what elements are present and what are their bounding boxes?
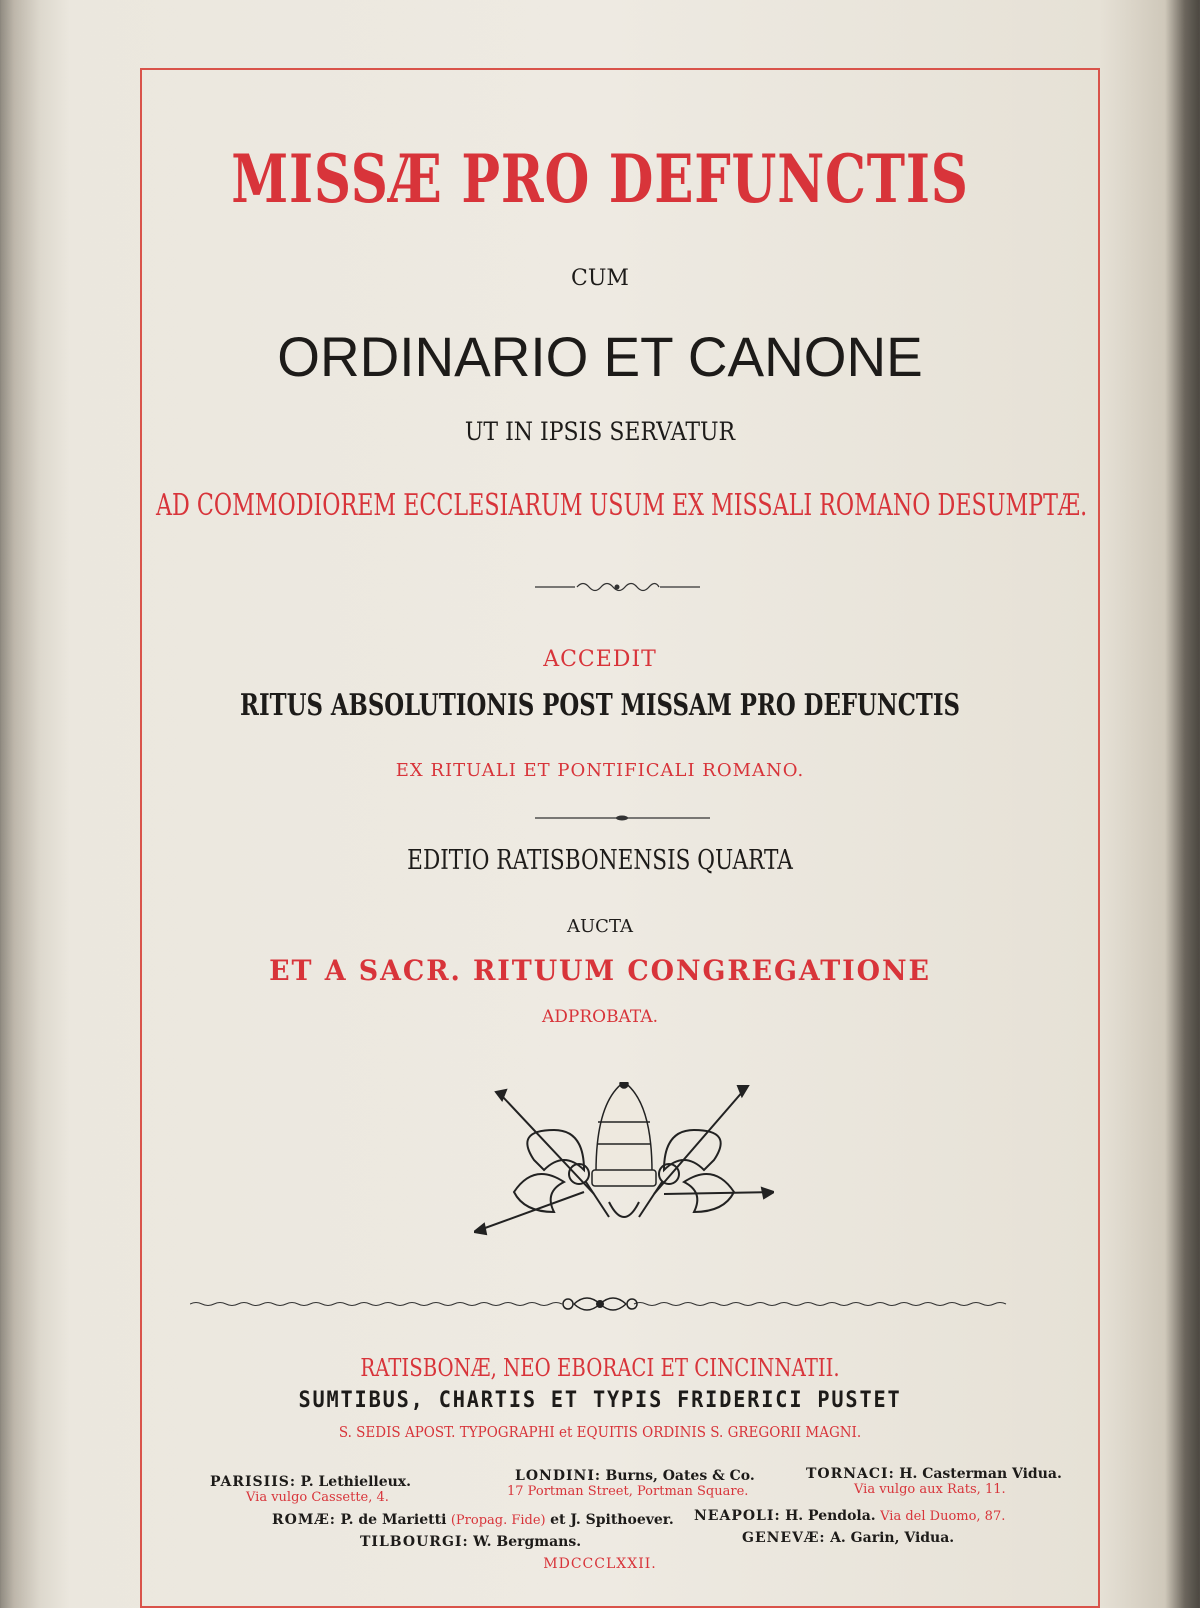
aucta-label: AUCTA [567, 916, 633, 937]
publisher-note: Via del Duomo, 87. [880, 1509, 1006, 1524]
flourish-ornament [535, 580, 700, 594]
publisher-tilbourgi [360, 1534, 581, 1550]
publisher-city: LONDINI: [515, 1468, 602, 1484]
accedit-label: ACCEDIT [543, 647, 657, 672]
publisher-address: Via vulgo aux Rats, 11. [854, 1482, 1006, 1497]
publisher-address: 17 Portman Street, Portman Square. [507, 1484, 749, 1499]
ut-in-ipsis-line: UT IN IPSIS SERVATUR [464, 417, 736, 446]
editio-line: EDITIO RATISBONENSIS QUARTA [407, 845, 793, 876]
publisher-city: TILBOURGI: [360, 1534, 469, 1550]
ordinario-heading: ORDINARIO ET CANONE [277, 325, 923, 388]
publisher-city: TORNACI: [806, 1466, 895, 1482]
ritus-heading: RITUS ABSOLUTIONIS POST MISSAM PRO DEFUNCTIS [239, 688, 960, 723]
publisher-name: A. Garin, Vidua. [830, 1530, 955, 1546]
imprint-cities: RATISBONÆ, NEO EBORACI ET CINCINNATII. [360, 1354, 840, 1382]
publisher-parisiis [210, 1474, 411, 1505]
publisher-name: H. Pendola. [785, 1508, 876, 1524]
publisher-neapoli [694, 1508, 1005, 1524]
publisher-genevae [742, 1530, 954, 1546]
publisher-londini [507, 1468, 755, 1499]
publisher-name: W. Bergmans. [473, 1534, 582, 1550]
publisher-city: NEAPOLI: [694, 1508, 781, 1524]
publisher-note: (Propag. Fide) [450, 1513, 546, 1528]
publisher-address: Via vulgo Cassette, 4. [246, 1490, 389, 1505]
publisher-city: PARISIIS: [210, 1474, 297, 1490]
ex-rituali-line: EX RITUALI ET PONTIFICALI ROMANO. [395, 760, 805, 781]
wavy-divider [190, 1290, 1010, 1318]
publication-year: MDCCCLXXII. [543, 1556, 657, 1572]
imprint-sedis: S. SEDIS APOST. TYPOGRAPHI et EQUITIS ORDINIS S. GREGORII MAGNI. [338, 1423, 862, 1441]
publisher-name: H. Casterman Vidua. [899, 1466, 1062, 1482]
cum-label: CUM [571, 266, 629, 291]
ad-commodiorem-line: AD COMMODIOREM ECCLESIARUM USUM EX MISSALI ROMANO DESUMPTÆ. [156, 488, 1088, 523]
publisher-city: ROMÆ: [272, 1512, 336, 1528]
imprint-sumtibus: SUMTIBUS, CHARTIS ET TYPIS FRIDERICI PUSTET [298, 1388, 902, 1413]
publisher-tornaci [806, 1466, 1062, 1497]
publisher-romae [272, 1512, 674, 1528]
divider-rule [535, 814, 710, 822]
adprobata-label: ADPROBATA. [541, 1007, 658, 1027]
publisher-name-2: et J. Spithoever. [550, 1512, 674, 1528]
publisher-name: P. Lethielleux. [300, 1474, 412, 1490]
papal-tiara-keys-emblem [474, 1082, 774, 1242]
congregatione-line: ET A SACR. RITUUM CONGREGATIONE [269, 954, 931, 987]
page-title: MISSÆ PRO DEFUNCTIS [231, 140, 969, 218]
publisher-name: P. de Marietti [340, 1512, 447, 1528]
publisher-city: GENEVÆ: [742, 1530, 826, 1546]
publisher-name: Burns, Oates & Co. [605, 1468, 755, 1484]
